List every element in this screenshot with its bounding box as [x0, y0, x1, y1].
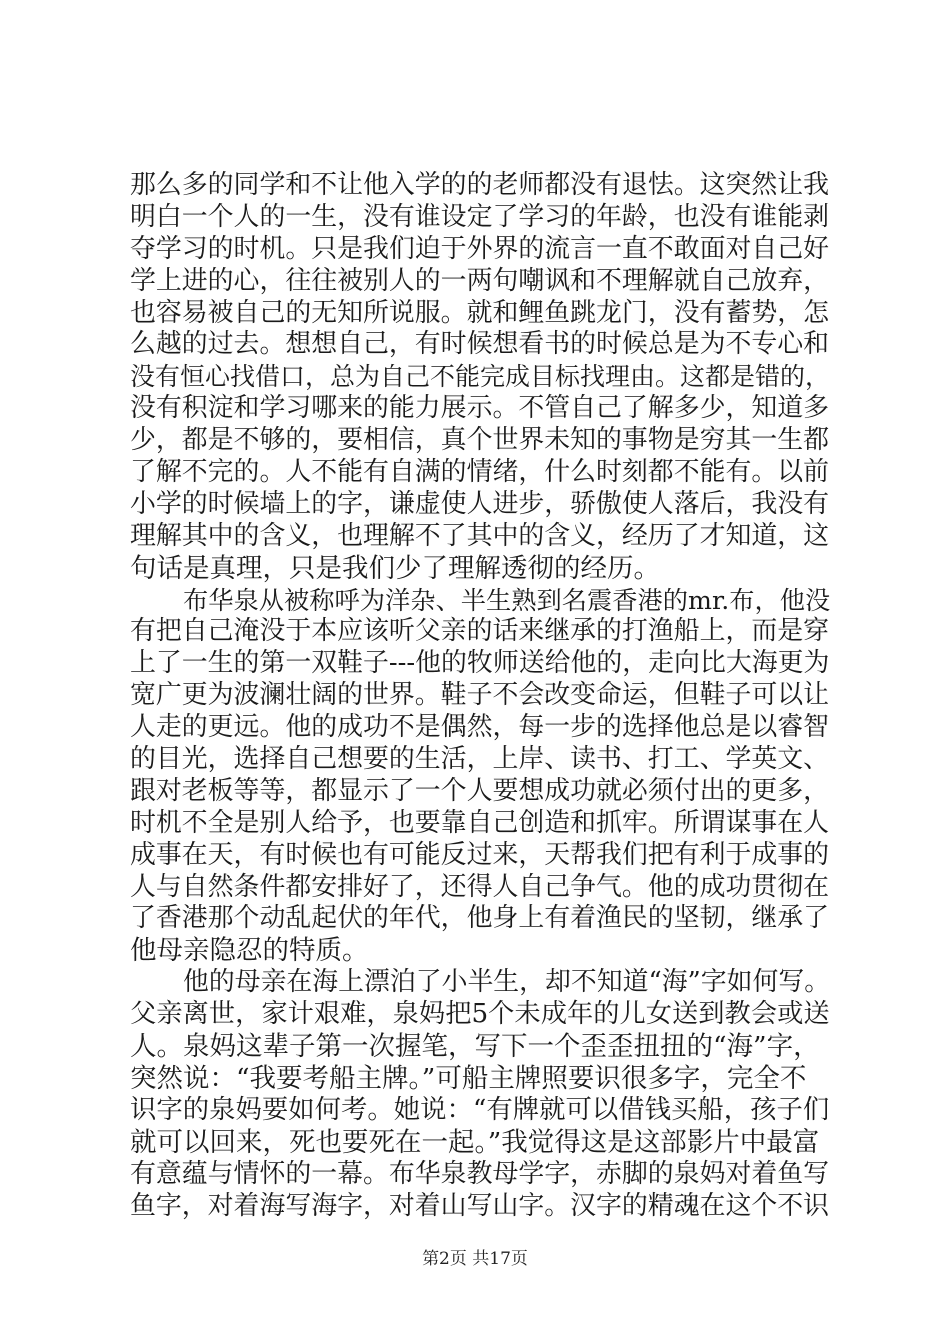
text-line: 鱼字，对着海写海字，对着山写山字。汉字的精魂在这个不识 — [130, 1190, 830, 1221]
text-line: 父亲离世，家计艰难，泉妈把5个未成年的儿女送到教会或送 — [130, 999, 830, 1030]
body-text — [130, 170, 830, 1222]
text-line: 人与自然条件都安排好了，还得人自己争气。他的成功贯彻在 — [130, 871, 830, 902]
text-line: 宽广更为波澜壮阔的世界。鞋子不会改变命运，但鞋子可以让 — [130, 680, 830, 711]
text-line: 没有积淀和学习哪来的能力展示。不管自己了解多少，知道多 — [130, 393, 830, 424]
text-line: 了解不完的。人不能有自满的情绪，什么时刻都不能有。以前 — [130, 457, 830, 488]
text-line: 上了一生的第一双鞋子---他的牧师送给他的，走向比大海更为 — [130, 648, 830, 679]
text-line: 人走的更远。他的成功不是偶然，每一步的选择他总是以睿智 — [130, 712, 830, 743]
text-line: 就可以回来，死也要死在一起。”我觉得这是这部影片中最富 — [130, 1126, 820, 1158]
text-line: 少，都是不够的，要相信，真个世界未知的事物是穷其一生都 — [130, 425, 830, 456]
text-line: 也容易被自己的无知所说服。就和鲤鱼跳龙门，没有蓄势，怎 — [130, 297, 830, 328]
text-line: 识字的泉妈要如何考。她说：“有牌就可以借钱买船，孩子们 — [130, 1094, 830, 1125]
text-line: 了香港那个动乱起伏的年代，他身上有着渔民的坚韧，继承了 — [130, 903, 830, 934]
text-line: 句话是真理，只是我们少了理解透彻的经历。 — [130, 552, 660, 584]
text-line: 突然说：“我要考船主牌。”可船主牌照要识很多字，完全不 — [130, 1062, 807, 1094]
text-line: 有意蕴与情怀的一幕。布华泉教母学字，赤脚的泉妈对着鱼写 — [130, 1158, 830, 1189]
text-line: 明白一个人的一生，没有谁设定了学习的年龄，也没有谁能剥 — [130, 201, 830, 232]
text-line: 理解其中的含义，也理解不了其中的含义，经历了才知道，这 — [130, 520, 830, 551]
text-line: 有把自己淹没于本应该听父亲的话来继承的打渔船上，而是穿 — [130, 616, 830, 647]
text-line: 么越的过去。想想自己，有时候想看书的时候总是为不专心和 — [130, 329, 830, 360]
page-footer: 第2页 共17页 — [422, 1249, 528, 1269]
text-line: 成事在天，有时候也有可能反过来，天帮我们把有利于成事的 — [130, 839, 830, 870]
text-line: 人。泉妈这辈子第一次握笔，写下一个歪歪扭扭的“海”字， — [130, 1031, 820, 1063]
text-line: 夺学习的时机。只是我们迫于外界的流言一直不敢面对自己好 — [130, 233, 830, 264]
text-line: 他的母亲在海上漂泊了小半生，却不知道“海”字如何写。 — [183, 967, 831, 998]
text-line: 没有恒心找借口，总为自己不能完成目标找理由。这都是错的， — [130, 362, 831, 392]
text-line: 布华泉从被称呼为洋杂、半生熟到名震香港的mr.布，他没 — [183, 585, 831, 615]
text-line: 的目光，选择自己想要的生活，上岸、读书、打工、学英文、 — [130, 744, 830, 775]
text-line: 跟对老板等等，都显示了一个人要想成功就必须付出的更多， — [130, 775, 830, 806]
text-line: 那么多的同学和不让他入学的的老师都没有退怯。这突然让我 — [130, 170, 830, 200]
text-line: 时机不全是别人给予，也要靠自己创造和抓牢。所谓谋事在人 — [130, 807, 830, 838]
text-line: 小学的时候墙上的字，谦虚使人进步，骄傲使人落后，我没有 — [130, 488, 830, 519]
text-line: 学上进的心，往往被别人的一两句嘲讽和不理解就自己放弃， — [130, 265, 830, 296]
text-line: 他母亲隐忍的特质。 — [130, 935, 369, 967]
